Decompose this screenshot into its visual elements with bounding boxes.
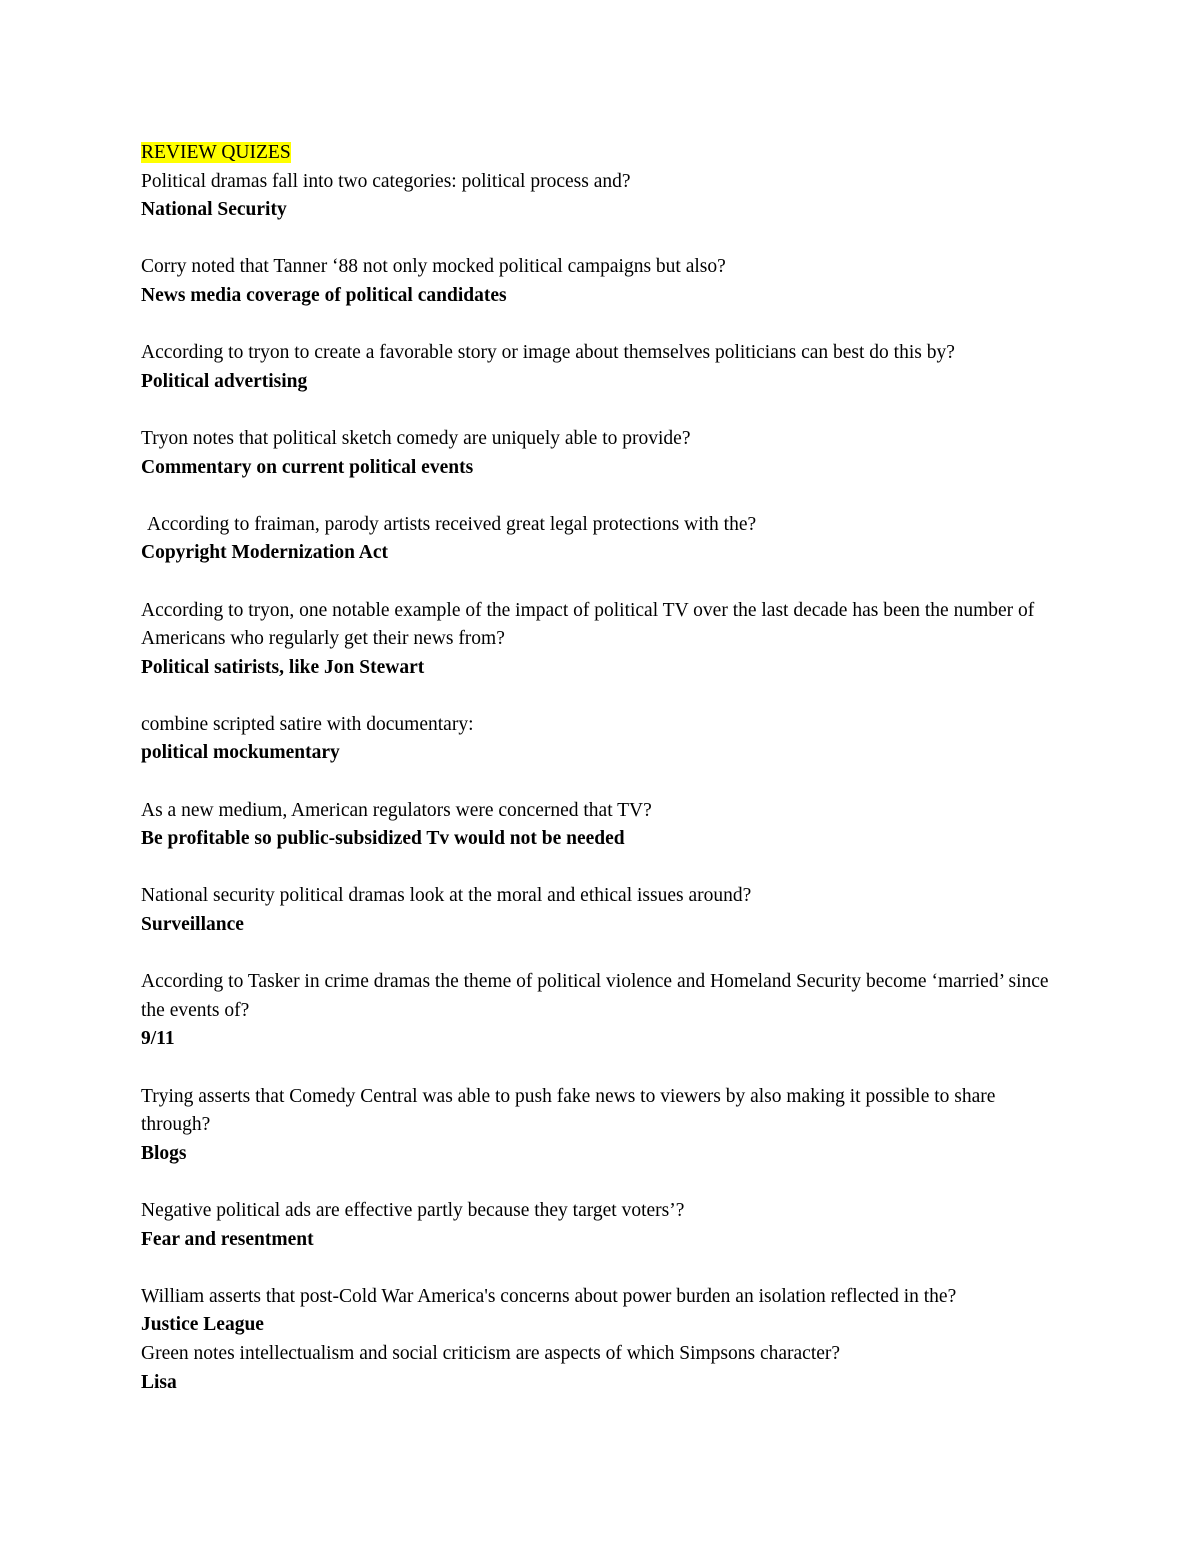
answer-12: Fear and resentment — [141, 1228, 314, 1250]
answer-4: Commentary on current political events — [141, 456, 474, 478]
spacer — [141, 1168, 1061, 1197]
answer-11: Blogs — [141, 1142, 187, 1164]
document-content — [141, 139, 1061, 1397]
title-line — [141, 139, 1061, 168]
answer-7: political mockumentary — [141, 742, 340, 764]
spacer — [141, 1054, 1061, 1083]
answer-14: Lisa — [141, 1371, 177, 1393]
answer-1: National Security — [141, 199, 287, 221]
question-12: Negative political ads are effective partly because they target voters’? — [141, 1199, 685, 1221]
answer-9: Surveillance — [141, 914, 244, 936]
spacer — [141, 482, 1061, 511]
answer-5: Copyright Modernization Act — [141, 542, 388, 564]
page-title: REVIEW QUIZES — [141, 142, 291, 163]
spacer — [141, 940, 1061, 969]
question-6: According to tryon, one notable example of the impact of political TV over the last decade has been the number of Americans who regularly get their news from? — [141, 599, 1035, 650]
spacer — [141, 1254, 1061, 1283]
question-11: Trying asserts that Comedy Central was able to push fake news to viewers by also making it possible to share through? — [141, 1085, 996, 1136]
answer-3: Political advertising — [141, 370, 308, 392]
answer-8: Be profitable so public-subsidized Tv would not be needed — [141, 828, 625, 850]
answer-10: 9/11 — [141, 1028, 175, 1050]
answer-6: Political satirists, like Jon Stewart — [141, 656, 425, 678]
question-7: combine scripted satire with documentary: — [141, 713, 474, 735]
question-2: Corry noted that Tanner ‘88 not only mocked political campaigns but also? — [141, 256, 726, 278]
spacer — [141, 568, 1061, 597]
question-8: As a new medium, American regulators were concerned that TV? — [141, 799, 652, 821]
question-10: According to Tasker in crime dramas the theme of political violence and Homeland Security become ‘married’ since the events of? — [141, 971, 1049, 1021]
question-9: National security political dramas look at the moral and ethical issues around? — [141, 885, 752, 907]
question-14: Green notes intellectualism and social criticism are aspects of which Simpsons character? — [141, 1342, 841, 1364]
answer-13: Justice League — [141, 1314, 264, 1336]
answer-2: News media coverage of political candidates — [141, 284, 507, 306]
question-4: Tryon notes that political sketch comedy are uniquely able to provide? — [141, 427, 691, 449]
spacer — [141, 768, 1061, 797]
question-3: According to tryon to create a favorable story or image about themselves politicians can best do this by? — [141, 342, 955, 364]
spacer — [141, 396, 1061, 425]
question-1: Political dramas fall into two categories: political process and? — [141, 170, 631, 192]
spacer — [141, 311, 1061, 340]
question-5: According to fraiman, parody artists received great legal protections with the? — [147, 513, 757, 535]
question-13: William asserts that post-Cold War America's concerns about power burden an isolation reflected in the? — [141, 1285, 957, 1307]
spacer — [141, 225, 1061, 254]
spacer — [141, 682, 1061, 711]
spacer — [141, 854, 1061, 883]
